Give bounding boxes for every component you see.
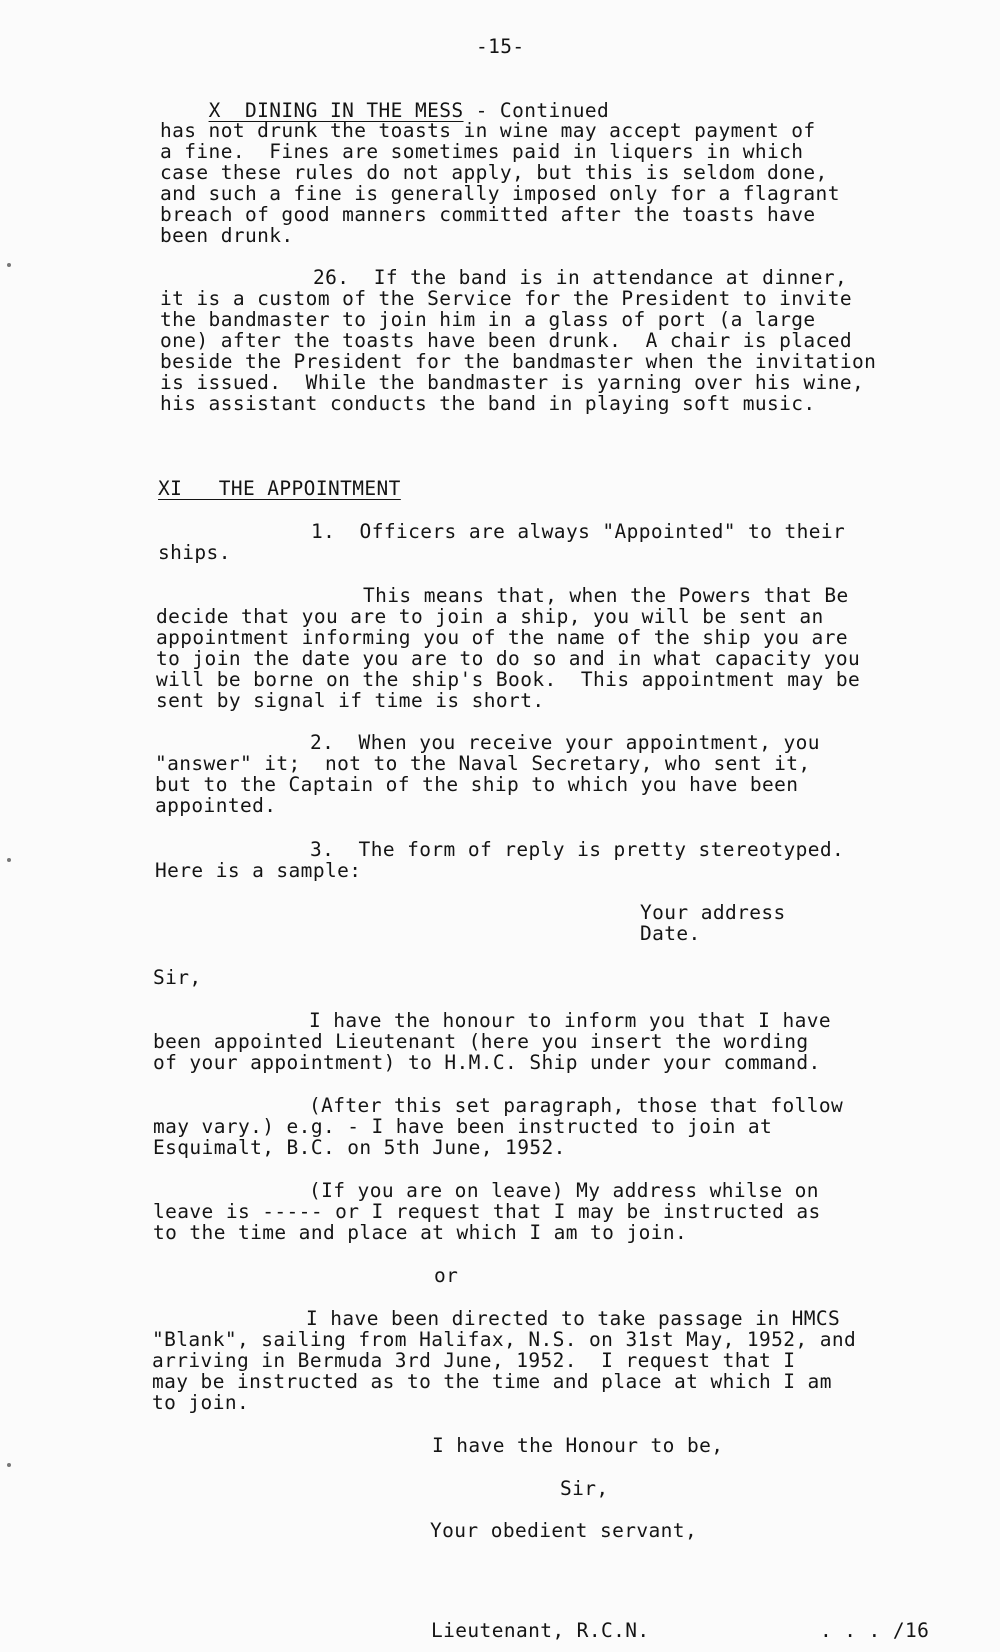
scan-speck bbox=[7, 263, 11, 267]
text-line: This means that, when the Powers that Be bbox=[363, 584, 849, 607]
text-line: may vary.) e.g. - I have been instructed to join at bbox=[153, 1115, 773, 1138]
letter-signature-rank: Lieutenant, R.C.N. bbox=[431, 1619, 650, 1642]
text-line: appointment informing you of the name of the ship you are bbox=[156, 626, 848, 649]
section-heading-suffix: - Continued bbox=[475, 99, 610, 123]
section-heading-title: X DINING IN THE MESS bbox=[208, 99, 464, 123]
text-line: one) after the toasts have been drunk. A chair is placed bbox=[160, 329, 852, 352]
text-line: arriving in Bermuda 3rd June, 1952. I request that I bbox=[152, 1349, 796, 1372]
text-line: sent by signal if time is short. bbox=[156, 689, 545, 712]
or-separator: or bbox=[434, 1264, 459, 1287]
text-line: "Blank", sailing from Halifax, N.S. on 31st May, 1952, and bbox=[152, 1328, 857, 1351]
text-line: (After this set paragraph, those that follow bbox=[309, 1094, 844, 1117]
text-line: breach of good manners committed after the toasts have bbox=[160, 203, 816, 226]
letter-address: Your address bbox=[640, 901, 786, 924]
text-line: and such a fine is generally imposed only for a flagrant bbox=[160, 182, 840, 205]
text-line: may be instructed as to the time and place at which I am bbox=[152, 1370, 832, 1393]
text-line: the bandmaster to join him in a glass of port (a large bbox=[160, 308, 816, 331]
text-line: (If you are on leave) My address whilse on bbox=[309, 1179, 819, 1202]
text-line: been drunk. bbox=[160, 224, 294, 247]
letter-closing-servant: Your obedient servant, bbox=[430, 1519, 698, 1542]
text-line: case these rules do not apply, but this is seldom done, bbox=[160, 161, 828, 184]
scan-speck bbox=[7, 1463, 11, 1467]
text-line: leave is ----- or I request that I may be instructed as bbox=[153, 1200, 821, 1223]
text-line: I have the honour to inform you that I have bbox=[309, 1009, 832, 1032]
section-xi-heading: XI THE APPOINTMENT bbox=[158, 477, 401, 500]
text-line: I have been directed to take passage in HMCS bbox=[306, 1307, 841, 1330]
text-line: to the time and place at which I am to join. bbox=[153, 1221, 688, 1244]
text-line: 2. When you receive your appointment, you bbox=[310, 731, 820, 754]
text-line: of your appointment) to H.M.C. Ship under your command. bbox=[153, 1051, 821, 1074]
text-line: Esquimalt, B.C. on 5th June, 1952. bbox=[153, 1136, 566, 1159]
text-line: 1. Officers are always "Appointed" to their bbox=[311, 520, 846, 543]
letter-date: Date. bbox=[640, 922, 701, 945]
text-line: decide that you are to join a ship, you will be sent an bbox=[156, 605, 824, 628]
text-line: it is a custom of the Service for the President to invite bbox=[160, 287, 852, 310]
text-line: his assistant conducts the band in playing soft music. bbox=[160, 392, 816, 415]
text-line: to join. bbox=[152, 1391, 250, 1414]
text-line: Here is a sample: bbox=[155, 859, 362, 882]
text-line: a fine. Fines are sometimes paid in liquers in which bbox=[160, 140, 804, 163]
text-line: has not drunk the toasts in wine may accept payment of bbox=[160, 119, 816, 142]
text-line: 3. The form of reply is pretty stereotyped. bbox=[310, 838, 845, 861]
page-number: -15- bbox=[476, 35, 525, 58]
letter-salutation: Sir, bbox=[153, 966, 202, 989]
text-line: beside the President for the bandmaster when the invitation bbox=[160, 350, 877, 373]
continuation-marker: . . . /16 bbox=[820, 1619, 930, 1642]
text-line: will be borne on the ship's Book. This appointment may be bbox=[156, 668, 861, 691]
text-line: to join the date you are to do so and in what capacity you bbox=[156, 647, 861, 670]
letter-closing: I have the Honour to be, bbox=[432, 1434, 724, 1457]
text-line: appointed. bbox=[155, 794, 277, 817]
scan-speck bbox=[7, 858, 11, 862]
text-line: "answer" it; not to the Naval Secretary, who sent it, bbox=[155, 752, 811, 775]
text-line: ships. bbox=[158, 541, 231, 564]
letter-closing-sir: Sir, bbox=[560, 1477, 609, 1500]
text-line: but to the Captain of the ship to which you have been bbox=[155, 773, 799, 796]
text-line: been appointed Lieutenant (here you insert the wording bbox=[153, 1030, 809, 1053]
text-line: 26. If the band is in attendance at dinner, bbox=[313, 266, 848, 289]
text-line: is issued. While the bandmaster is yarning over his wine, bbox=[160, 371, 865, 394]
